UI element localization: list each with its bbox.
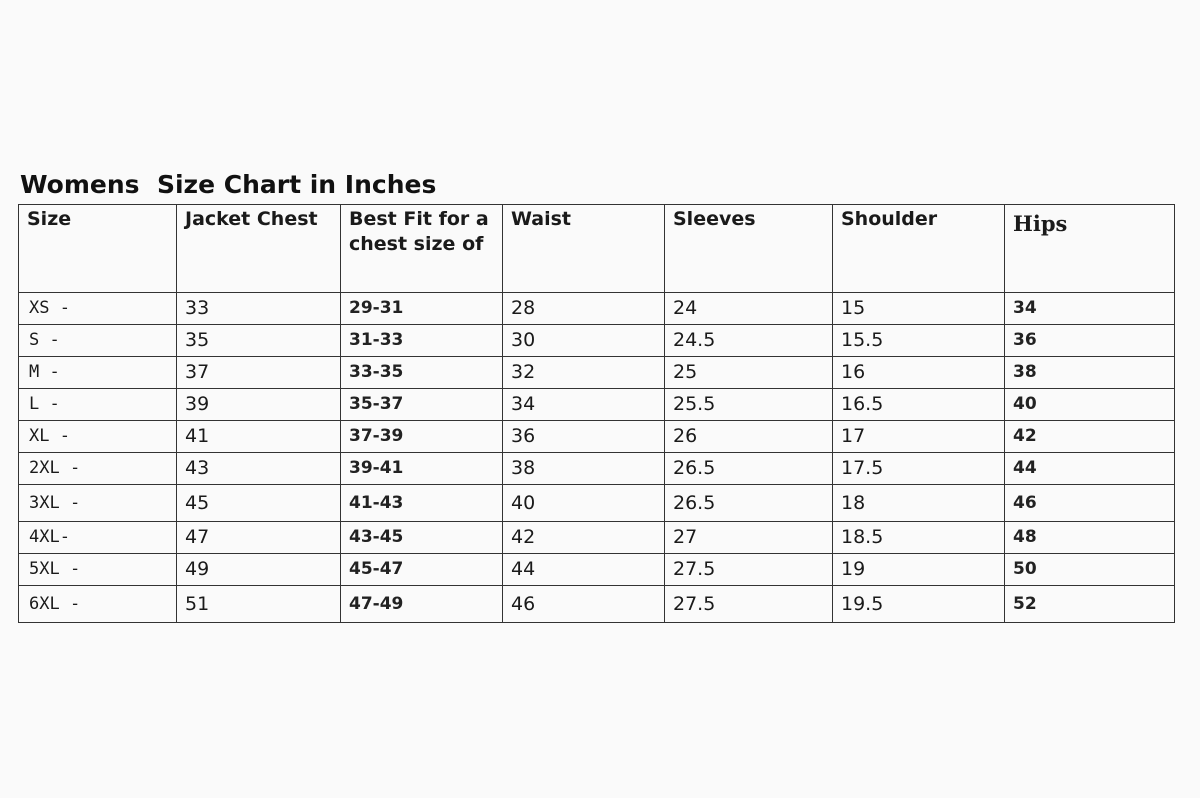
sleeves-cell: 24 xyxy=(665,293,833,325)
table-row xyxy=(19,453,1175,485)
size-cell: S - xyxy=(19,325,177,357)
best-fit-cell: 33-35 xyxy=(341,357,503,389)
best-fit-cell: 45-47 xyxy=(341,554,503,586)
hips-cell: 44 xyxy=(1005,453,1175,485)
size-cell: 3XL - xyxy=(19,485,177,522)
best-fit-cell: 39-41 xyxy=(341,453,503,485)
sleeves-cell: 26.5 xyxy=(665,485,833,522)
shoulder-cell: 18.5 xyxy=(833,522,1005,554)
best-fit-cell: 47-49 xyxy=(341,586,503,623)
hips-cell: 36 xyxy=(1005,325,1175,357)
shoulder-cell: 17 xyxy=(833,421,1005,453)
best-fit-cell: 35-37 xyxy=(341,389,503,421)
hips-cell: 48 xyxy=(1005,522,1175,554)
size-cell: 5XL - xyxy=(19,554,177,586)
shoulder-cell: 15 xyxy=(833,293,1005,325)
table-row xyxy=(19,421,1175,453)
shoulder-cell: 19.5 xyxy=(833,586,1005,623)
shoulder-cell: 19 xyxy=(833,554,1005,586)
column-header-shoulder: Shoulder xyxy=(833,205,1005,293)
table-row xyxy=(19,522,1175,554)
size-cell: L - xyxy=(19,389,177,421)
size-cell: M - xyxy=(19,357,177,389)
shoulder-cell: 16.5 xyxy=(833,389,1005,421)
table-body xyxy=(19,293,1175,623)
waist-cell: 34 xyxy=(503,389,665,421)
shoulder-cell: 17.5 xyxy=(833,453,1005,485)
waist-cell: 42 xyxy=(503,522,665,554)
jacket-chest-cell: 35 xyxy=(177,325,341,357)
hips-cell: 42 xyxy=(1005,421,1175,453)
waist-cell: 32 xyxy=(503,357,665,389)
best-fit-cell: 31-33 xyxy=(341,325,503,357)
jacket-chest-cell: 33 xyxy=(177,293,341,325)
size-cell: XL - xyxy=(19,421,177,453)
jacket-chest-cell: 51 xyxy=(177,586,341,623)
jacket-chest-cell: 49 xyxy=(177,554,341,586)
jacket-chest-cell: 39 xyxy=(177,389,341,421)
best-fit-cell: 41-43 xyxy=(341,485,503,522)
table-row xyxy=(19,586,1175,623)
size-cell: 2XL - xyxy=(19,453,177,485)
waist-cell: 46 xyxy=(503,586,665,623)
table-row xyxy=(19,325,1175,357)
table-row xyxy=(19,357,1175,389)
hips-cell: 50 xyxy=(1005,554,1175,586)
waist-cell: 44 xyxy=(503,554,665,586)
jacket-chest-cell: 41 xyxy=(177,421,341,453)
header-row xyxy=(19,205,1175,293)
waist-cell: 36 xyxy=(503,421,665,453)
best-fit-cell: 37-39 xyxy=(341,421,503,453)
waist-cell: 40 xyxy=(503,485,665,522)
hips-cell: 46 xyxy=(1005,485,1175,522)
sleeves-cell: 26.5 xyxy=(665,453,833,485)
sleeves-cell: 27 xyxy=(665,522,833,554)
hips-cell: 40 xyxy=(1005,389,1175,421)
column-header-hips: Hips xyxy=(1005,205,1175,293)
jacket-chest-cell: 47 xyxy=(177,522,341,554)
table-row xyxy=(19,293,1175,325)
column-header-best-fit: Best Fit for a chest size of xyxy=(341,205,503,293)
best-fit-cell: 43-45 xyxy=(341,522,503,554)
hips-cell: 34 xyxy=(1005,293,1175,325)
column-header-waist: Waist xyxy=(503,205,665,293)
sleeves-cell: 27.5 xyxy=(665,586,833,623)
hips-cell: 38 xyxy=(1005,357,1175,389)
page-title: Womens Size Chart in Inches xyxy=(20,170,437,199)
shoulder-cell: 18 xyxy=(833,485,1005,522)
waist-cell: 30 xyxy=(503,325,665,357)
jacket-chest-cell: 45 xyxy=(177,485,341,522)
size-cell: 6XL - xyxy=(19,586,177,623)
size-cell: 4XL- xyxy=(19,522,177,554)
waist-cell: 38 xyxy=(503,453,665,485)
jacket-chest-cell: 37 xyxy=(177,357,341,389)
sleeves-cell: 25 xyxy=(665,357,833,389)
size-cell: XS - xyxy=(19,293,177,325)
table-row xyxy=(19,485,1175,522)
best-fit-cell: 29-31 xyxy=(341,293,503,325)
table-row xyxy=(19,554,1175,586)
column-header-sleeves: Sleeves xyxy=(665,205,833,293)
shoulder-cell: 15.5 xyxy=(833,325,1005,357)
sleeves-cell: 24.5 xyxy=(665,325,833,357)
sleeves-cell: 25.5 xyxy=(665,389,833,421)
table-row xyxy=(19,389,1175,421)
jacket-chest-cell: 43 xyxy=(177,453,341,485)
waist-cell: 28 xyxy=(503,293,665,325)
column-header-jacket-chest: Jacket Chest xyxy=(177,205,341,293)
column-header-size: Size xyxy=(19,205,177,293)
size-chart-table xyxy=(18,204,1175,623)
shoulder-cell: 16 xyxy=(833,357,1005,389)
sleeves-cell: 27.5 xyxy=(665,554,833,586)
sleeves-cell: 26 xyxy=(665,421,833,453)
hips-cell: 52 xyxy=(1005,586,1175,623)
